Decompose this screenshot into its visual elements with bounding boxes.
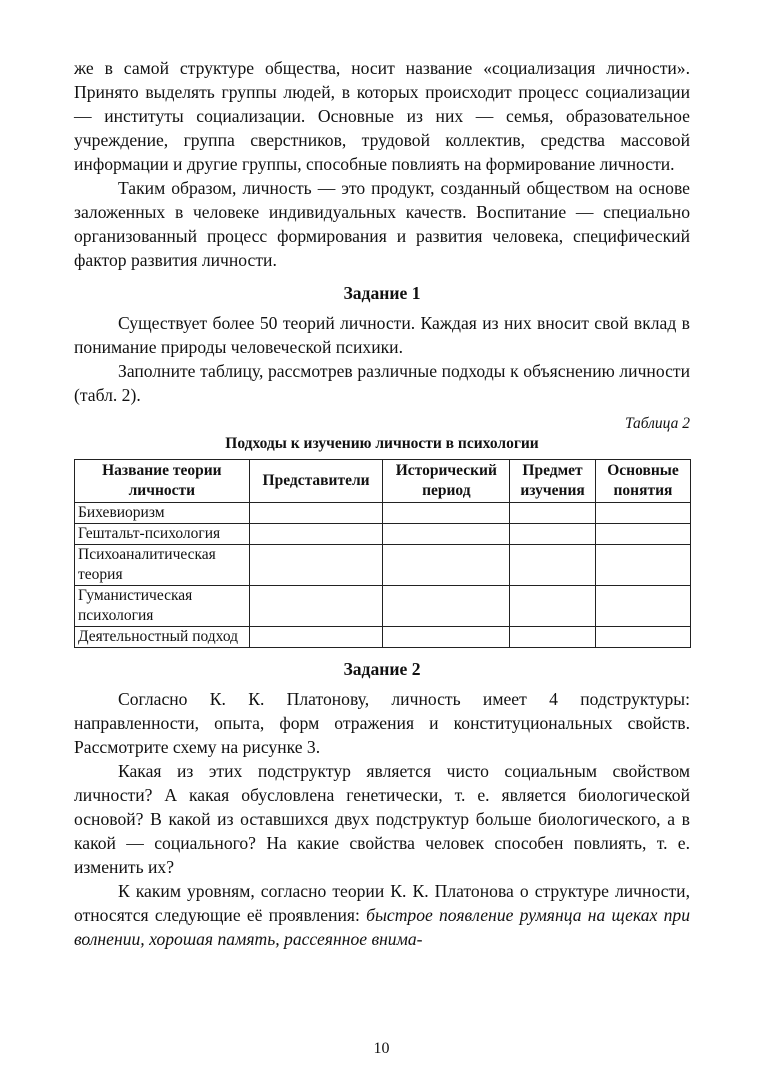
- header-subject: Предмет изучения: [510, 460, 596, 503]
- empty-cell: [383, 545, 510, 586]
- empty-cell: [510, 545, 596, 586]
- task1-paragraph-theories: Существует более 50 теорий личности. Каждая из них вносит свой вклад в понимание природы человеческой психики.: [74, 313, 690, 357]
- header-key-concepts: Основные понятия: [595, 460, 690, 503]
- task1-paragraph-instruction: Заполните таблицу, рассмотрев различные подходы к объяснению личности (табл. 2).: [74, 361, 690, 405]
- task2-paragraph-questions: Какая из этих подструктур является чисто социальным свойством личности? А какая обусловлена генетически, т. е. является биологической основой? В какой из оставшихся двух подструктур больше биологического, а в какой — социального? На какие свойства человек способен повлиять, т. е. изменить их?: [74, 761, 690, 877]
- row-theory-name: Бихевиоризм: [75, 503, 250, 524]
- table-caption: Таблица 2: [624, 415, 690, 432]
- table-title: Подходы к изучению личности в психологии: [225, 435, 539, 452]
- table-row: [75, 524, 691, 545]
- levels-italic-examples: быстрое появление румянца на щеках при волнении, хорошая память, рассеянное внима-: [74, 905, 690, 949]
- levels-text: К каким уровням, согласно теории К. К. Платонова о структуре личности, относятся следующие её проявления:: [74, 881, 690, 925]
- empty-cell: [249, 545, 383, 586]
- empty-cell: [510, 503, 596, 524]
- table-row: [75, 627, 691, 648]
- empty-cell: [595, 503, 690, 524]
- paragraph-personality-product: Таким образом, личность — это продукт, созданный обществом на основе заложенных в человеке индивидуальных качеств. Воспитание — специально организованный процесс формирования и развития человека, специфический фактор развития личности.: [74, 178, 690, 270]
- empty-cell: [595, 586, 690, 627]
- table-row: [75, 503, 691, 524]
- header-historical-period: Исторический период: [383, 460, 510, 503]
- header-theory-name: Название теории личности: [75, 460, 250, 503]
- table-row: [75, 586, 691, 627]
- table-header-row: [75, 460, 691, 503]
- approaches-table: [74, 459, 691, 648]
- row-theory-name: Гуманистическая психология: [75, 586, 250, 627]
- empty-cell: [383, 524, 510, 545]
- header-representatives: Представители: [249, 460, 383, 503]
- page-number: 10: [373, 1040, 390, 1057]
- row-theory-name: Психоаналитическая теория: [75, 545, 250, 586]
- empty-cell: [249, 586, 383, 627]
- empty-cell: [249, 524, 383, 545]
- empty-cell: [595, 627, 690, 648]
- task1-heading: Задание 1: [343, 283, 421, 303]
- empty-cell: [510, 627, 596, 648]
- row-theory-name: Гештальт-психология: [75, 524, 250, 545]
- paragraph-socialization: же в самой структуре общества, носит название «социализация личности». Принято выделять группы людей, в которых происходит процесс социализации — институты социализации. Основные из них — семья, образовательное учреждение, группа сверстников, трудовой коллектив, средства массовой информации и другие группы, способные повлиять на формирование личности.: [74, 58, 690, 174]
- page-content: [74, 56, 690, 951]
- task2-paragraph-levels: [74, 879, 690, 951]
- empty-cell: [595, 524, 690, 545]
- task2-heading: Задание 2: [343, 659, 421, 679]
- empty-cell: [249, 503, 383, 524]
- empty-cell: [383, 503, 510, 524]
- table-row: [75, 545, 691, 586]
- row-theory-name: Деятельностный подход: [75, 627, 250, 648]
- empty-cell: [510, 524, 596, 545]
- empty-cell: [383, 627, 510, 648]
- empty-cell: [595, 545, 690, 586]
- empty-cell: [249, 627, 383, 648]
- empty-cell: [510, 586, 596, 627]
- empty-cell: [383, 586, 510, 627]
- task2-paragraph-platonov: Согласно К. К. Платонову, личность имеет 4 подструктуры: направленности, опыта, форм отражения и конституциональных свойств. Рассмотрите схему на рисунке 3.: [74, 689, 690, 757]
